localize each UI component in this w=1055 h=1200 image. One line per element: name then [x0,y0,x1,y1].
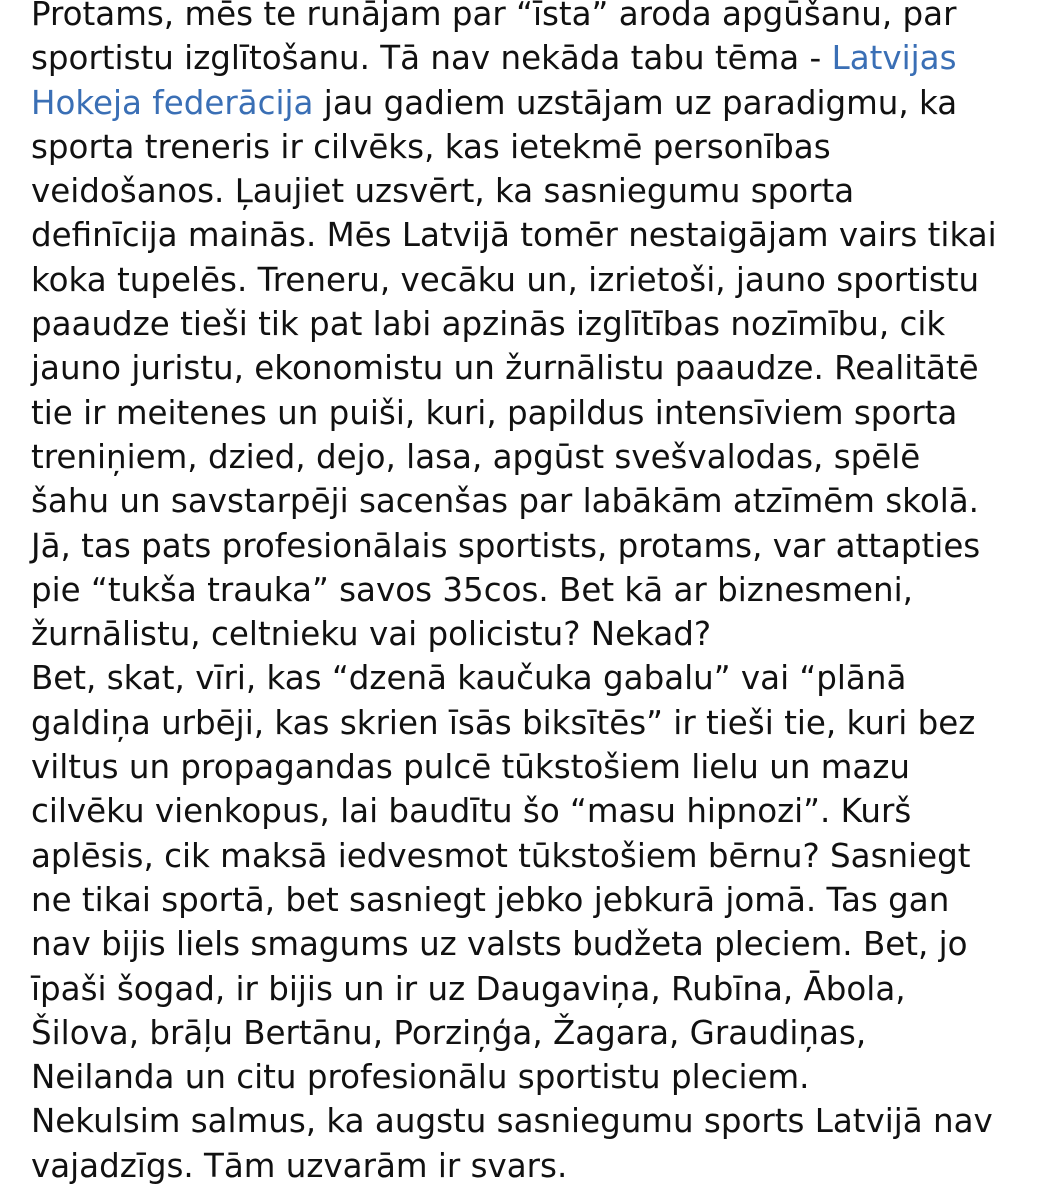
text-line: ne tikai sportā, bet sasniegt jebko jebkurā jomā. Tas gan [31,880,950,919]
text-line: aplēsis, cik maksā iedvesmot tūkstošiem bērnu? Sasniegt [31,836,971,875]
text-line: pie “tukša trauka” savos 35cos. Bet kā ar biznesmeni, [31,570,913,609]
text-line: vajadzīgs. Tām uzvarām ir svars. [31,1146,568,1185]
text-line: šahu un savstarpēji sacenšas par labākām atzīmēm skolā. [31,482,979,521]
text-line: paaudze tieši tik pat labi apzinās izglītības nozīmību, cik [31,305,946,344]
text-line: koka tupelēs. Treneru, vecāku un, izrietoši, jauno sportistu [31,260,980,299]
text-line: nav bijis liels smagums uz valsts budžeta pleciem. Bet, jo [31,925,968,964]
text-line: sporta treneris ir cilvēks, kas ietekmē personības [31,127,831,166]
post-text [31,0,1041,1188]
text-line: Nekulsim salmus, ka augstu sasniegumu sports Latvijā nav [31,1102,993,1141]
text-line: Šilova, brāļu Bertānu, Porziņģa, Žagara, Graudiņas, [31,1013,867,1052]
text-line: cilvēku vienkopus, lai baudītu šo “masu hipnozi”. Kurš [31,792,912,831]
text-line: Bet, skat, vīri, kas “dzenā kaučuka gabalu” vai “plānā [31,659,907,698]
text-line: definīcija mainās. Mēs Latvijā tomēr nestaigājam vairs tikai [31,216,997,255]
mention-link[interactable]: Latvijas [831,39,957,78]
text-line: veidošanos. Ļaujiet uzsvērt, ka sasniegumu sporta [31,172,855,211]
text-line: īpaši šogad, ir bijis un ir uz Daugaviņa, Rubīna, Ābola, [31,969,906,1008]
text-line: Neilanda un citu profesionālu sportistu pleciem. [31,1058,810,1097]
text-line: tie ir meitenes un puiši, kuri, papildus intensīviem sporta [31,393,958,432]
text-line: Protams, mēs te runājam par “īsta” aroda apgūšanu, par [31,0,957,33]
text-line [31,81,1041,125]
text-line [31,36,1041,80]
text-segment: sportistu izglītošanu. Tā nav nekāda tabu tēma - [31,39,832,78]
text-line: jauno juristu, ekonomistu un žurnālistu paaudze. Realitātē [31,349,979,388]
mention-link[interactable]: Hokeja federācija [31,83,314,122]
text-line: treniņiem, dzied, dejo, lasa, apgūst svešvalodas, spēlē [31,437,921,476]
text-line: galdiņa urbēji, kas skrien īsās biksītēs” ir tieši tie, kuri bez [31,703,976,742]
text-line: Jā, tas pats profesionālais sportists, protams, var attapties [31,526,981,565]
text-line: viltus un propagandas pulcē tūkstošiem lielu un mazu [31,748,910,787]
text-line: žurnālistu, celtnieku vai policistu? Nekad? [31,615,712,654]
text-segment: jau gadiem uzstājam uz paradigmu, ka [313,83,958,122]
